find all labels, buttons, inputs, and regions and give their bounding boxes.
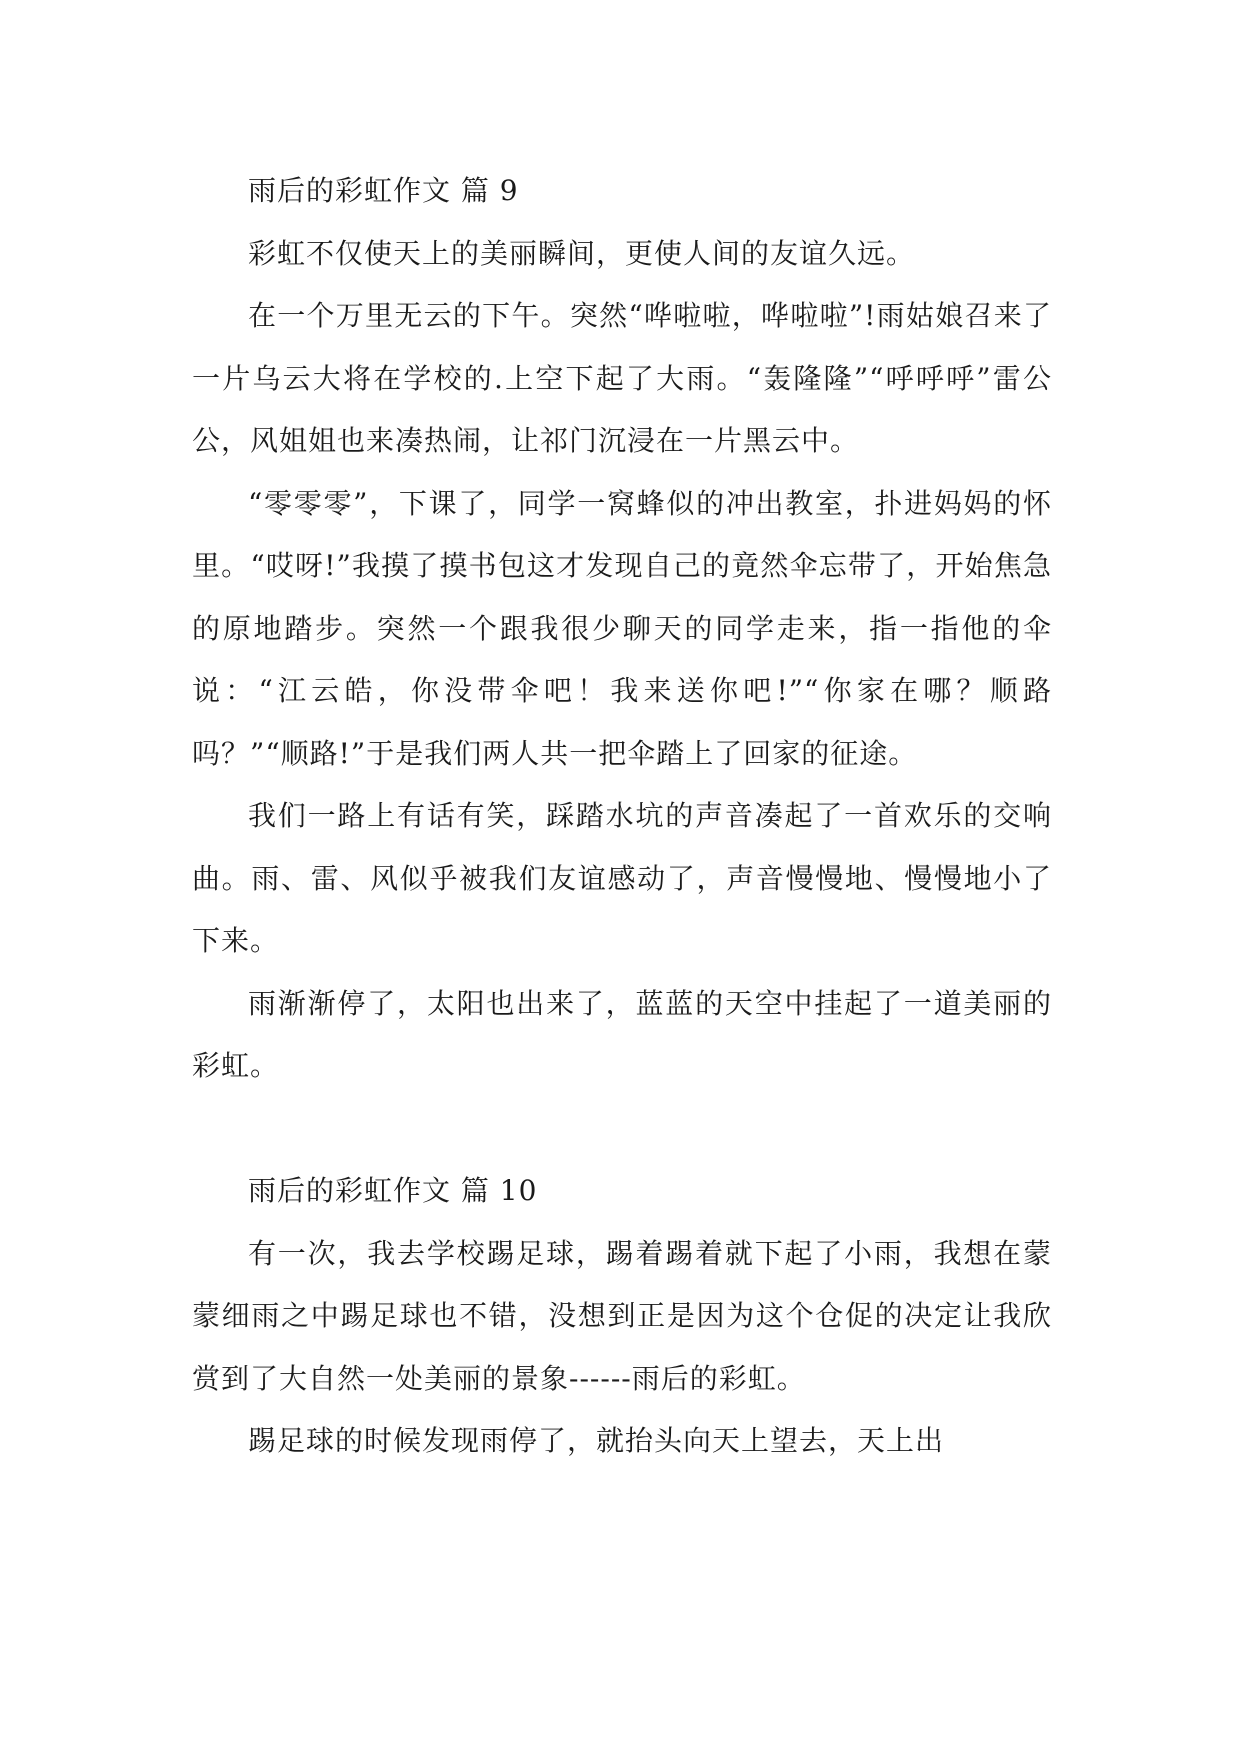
document-body [192,160,1052,1473]
article-9-paragraph: 我们一路上有话有笑，踩踏水坑的声音凑起了一首欢乐的交响曲。雨、雷、风似乎被我们友谊感动了，声音慢慢地、慢慢地小了下来。 [192,799,1052,957]
article-9-heading: 雨后的彩虹作文 篇 9 [248,174,519,207]
article-10-heading: 雨后的彩虹作文 篇 10 [248,1174,538,1207]
article-9-paragraph: “零零零”，下课了，同学一窝蜂似的冲出教室，扑进妈妈的怀里。“哎呀!”我摸了摸书包这才发现自己的竟然伞忘带了，开始焦急的原地踏步。突然一个跟我很少聊天的同学走来，指一指他的伞说：“江云皓，你没带伞吧！我来送你吧!”“你家在哪？顺路吗？”“顺路!”于是我们两人共一把伞踏上了回家的征途。 [192,486,1052,770]
article-10-paragraph: 踢足球的时候发现雨停了，就抬头向天上望去，天上出 [248,1424,945,1457]
article-9-paragraph: 彩虹不仅使天上的美丽瞬间，更使人间的友谊久远。 [248,236,916,270]
section-gap [192,1098,1052,1161]
article-9-paragraph: 雨渐渐停了，太阳也出来了，蓝蓝的天空中挂起了一道美丽的彩虹。 [192,986,1052,1082]
article-10-paragraph: 有一次，我去学校踢足球，踢着踢着就下起了小雨，我想在蒙蒙细雨之中踢足球也不错，没想到正是因为这个仓促的决定让我欣赏到了大自然一处美丽的景象------雨后的彩虹。 [192,1236,1052,1395]
article-9-paragraph: 在一个万里无云的下午。突然“哗啦啦，哗啦啦”!雨姑娘召来了一片乌云大将在学校的.上空下起了大雨。“轰隆隆”“呼呼呼”雷公公，风姐姐也来凑热闹，让祁门沉浸在一片黑云中。 [192,299,1052,457]
